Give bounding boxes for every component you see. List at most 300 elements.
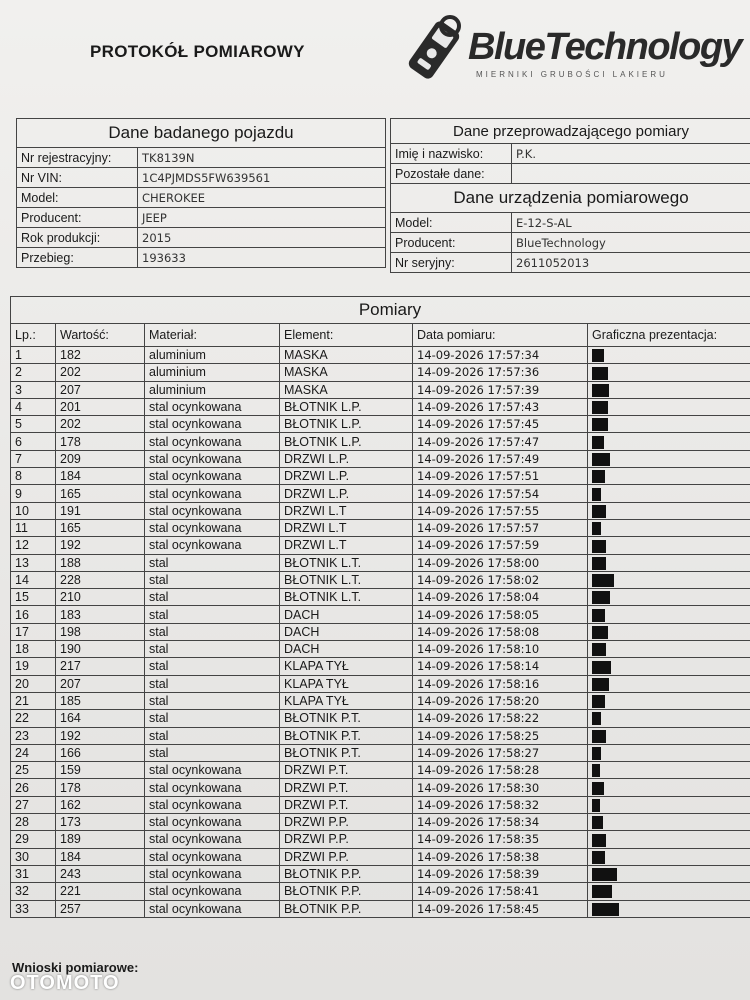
cell-material: stal ocynkowana <box>145 779 280 796</box>
cell-element: DRZWI P.T. <box>280 779 413 796</box>
cell-date: 14-09-2026 17:58:02 <box>413 571 588 588</box>
vehicle-row <box>17 248 386 268</box>
cell-value: 166 <box>56 744 145 761</box>
cell-material: stal ocynkowana <box>145 416 280 433</box>
cell-date: 14-09-2026 17:58:25 <box>413 727 588 744</box>
cell-date: 14-09-2026 17:58:20 <box>413 692 588 709</box>
watermark: OTOMOTO <box>10 972 120 994</box>
value-bar <box>592 834 606 847</box>
cell-material: stal <box>145 641 280 658</box>
operator-device-table <box>390 118 750 273</box>
cell-date: 14-09-2026 17:57:45 <box>413 416 588 433</box>
cell-material: stal <box>145 606 280 623</box>
device-value: E-12-S-AL <box>512 213 750 233</box>
cell-date: 14-09-2026 17:58:16 <box>413 675 588 692</box>
table-row <box>11 364 750 381</box>
value-bar <box>592 903 619 916</box>
cell-element: BŁOTNIK P.T. <box>280 727 413 744</box>
cell-material: stal <box>145 554 280 571</box>
vehicle-label: Przebieg: <box>17 248 138 268</box>
cell-value: 165 <box>56 485 145 502</box>
cell-element: DRZWI P.T. <box>280 796 413 813</box>
cell-element: DACH <box>280 641 413 658</box>
table-row <box>11 762 750 779</box>
cell-material: stal ocynkowana <box>145 848 280 865</box>
vehicle-data-table <box>16 118 386 268</box>
cell-material: stal ocynkowana <box>145 485 280 502</box>
device-value: 2611052013 <box>512 253 750 273</box>
measurements-heading: Pomiary <box>11 297 750 324</box>
cell-material: stal ocynkowana <box>145 398 280 415</box>
cell-graphic <box>588 623 750 640</box>
cell-material: stal <box>145 589 280 606</box>
value-bar <box>592 695 605 708</box>
cell-lp: 18 <box>11 641 56 658</box>
cell-value: 191 <box>56 502 145 519</box>
cell-lp: 19 <box>11 658 56 675</box>
cell-lp: 17 <box>11 623 56 640</box>
cell-material: aluminium <box>145 364 280 381</box>
table-row <box>11 398 750 415</box>
table-row <box>11 554 750 571</box>
cell-element: MASKA <box>280 381 413 398</box>
table-row <box>11 589 750 606</box>
cell-element: DACH <box>280 606 413 623</box>
cell-date: 14-09-2026 17:57:39 <box>413 381 588 398</box>
vehicle-row <box>17 228 386 248</box>
cell-lp: 21 <box>11 692 56 709</box>
cell-material: stal ocynkowana <box>145 519 280 536</box>
cell-element: MASKA <box>280 347 413 364</box>
cell-lp: 15 <box>11 589 56 606</box>
table-row <box>11 623 750 640</box>
cell-material: stal <box>145 623 280 640</box>
cell-graphic <box>588 571 750 588</box>
brand-name: BlueTechnology <box>468 26 742 68</box>
value-bar <box>592 712 601 725</box>
vehicle-value: TK8139N <box>138 148 386 168</box>
value-bar <box>592 522 601 535</box>
table-row <box>11 848 750 865</box>
cell-graphic <box>588 831 750 848</box>
table-row <box>11 727 750 744</box>
cell-lp: 2 <box>11 364 56 381</box>
cell-material: stal <box>145 675 280 692</box>
cell-graphic <box>588 450 750 467</box>
column-header: Data pomiaru: <box>413 324 588 347</box>
cell-graphic <box>588 865 750 882</box>
cell-element: DRZWI L.T <box>280 519 413 536</box>
cell-material: stal ocynkowana <box>145 450 280 467</box>
value-bar <box>592 626 608 639</box>
table-row <box>11 831 750 848</box>
measurements-table <box>10 296 750 918</box>
operator-label: Pozostałe dane: <box>391 164 512 184</box>
cell-value: 190 <box>56 641 145 658</box>
cell-element: BŁOTNIK L.T. <box>280 571 413 588</box>
column-header: Lp.: <box>11 324 56 347</box>
cell-lp: 10 <box>11 502 56 519</box>
cell-value: 243 <box>56 865 145 882</box>
cell-date: 14-09-2026 17:58:14 <box>413 658 588 675</box>
cell-graphic <box>588 398 750 415</box>
table-row <box>11 744 750 761</box>
cell-date: 14-09-2026 17:58:27 <box>413 744 588 761</box>
device-row <box>391 213 750 233</box>
value-bar <box>592 574 614 587</box>
cell-element: BŁOTNIK P.P. <box>280 883 413 900</box>
table-row <box>11 796 750 813</box>
cell-value: 207 <box>56 381 145 398</box>
cell-material: stal ocynkowana <box>145 814 280 831</box>
cell-value: 165 <box>56 519 145 536</box>
cell-element: BŁOTNIK P.P. <box>280 865 413 882</box>
value-bar <box>592 418 608 431</box>
cell-element: DACH <box>280 623 413 640</box>
operator-row <box>391 144 750 164</box>
cell-date: 14-09-2026 17:58:04 <box>413 589 588 606</box>
cell-date: 14-09-2026 17:57:54 <box>413 485 588 502</box>
cell-lp: 5 <box>11 416 56 433</box>
table-row <box>11 519 750 536</box>
cell-value: 184 <box>56 468 145 485</box>
cell-date: 14-09-2026 17:58:41 <box>413 883 588 900</box>
cell-value: 210 <box>56 589 145 606</box>
cell-lp: 11 <box>11 519 56 536</box>
conclusions-label: Wnioski pomiarowe: <box>12 960 139 975</box>
cell-element: DRZWI L.P. <box>280 468 413 485</box>
cell-value: 173 <box>56 814 145 831</box>
value-bar <box>592 488 601 501</box>
vehicle-value: CHEROKEE <box>138 188 386 208</box>
cell-material: aluminium <box>145 381 280 398</box>
table-row <box>11 865 750 882</box>
cell-lp: 14 <box>11 571 56 588</box>
table-row <box>11 779 750 796</box>
value-bar <box>592 643 606 656</box>
cell-graphic <box>588 433 750 450</box>
cell-value: 182 <box>56 347 145 364</box>
cell-date: 14-09-2026 17:58:05 <box>413 606 588 623</box>
cell-material: stal <box>145 692 280 709</box>
cell-graphic <box>588 814 750 831</box>
cell-lp: 29 <box>11 831 56 848</box>
cell-date: 14-09-2026 17:58:30 <box>413 779 588 796</box>
cell-lp: 22 <box>11 710 56 727</box>
column-header: Element: <box>280 324 413 347</box>
value-bar <box>592 661 611 674</box>
value-bar <box>592 851 605 864</box>
value-bar <box>592 885 612 898</box>
cell-graphic <box>588 416 750 433</box>
value-bar <box>592 799 600 812</box>
table-row <box>11 692 750 709</box>
cell-date: 14-09-2026 17:57:43 <box>413 398 588 415</box>
cell-value: 201 <box>56 398 145 415</box>
cell-lp: 3 <box>11 381 56 398</box>
page-title: PROTOKÓŁ POMIAROWY <box>90 42 305 61</box>
cell-value: 217 <box>56 658 145 675</box>
cell-value: 164 <box>56 710 145 727</box>
cell-date: 14-09-2026 17:58:32 <box>413 796 588 813</box>
cell-graphic <box>588 468 750 485</box>
cell-element: KLAPA TYŁ <box>280 658 413 675</box>
cell-element: BŁOTNIK L.P. <box>280 416 413 433</box>
cell-material: stal ocynkowana <box>145 762 280 779</box>
value-bar <box>592 436 604 449</box>
value-bar <box>592 764 600 777</box>
cell-element: BŁOTNIK L.T. <box>280 589 413 606</box>
cell-lp: 13 <box>11 554 56 571</box>
cell-material: stal ocynkowana <box>145 537 280 554</box>
vehicle-value: 1C4PJMDS5FW639561 <box>138 168 386 188</box>
cell-value: 257 <box>56 900 145 917</box>
value-bar <box>592 557 606 570</box>
device-label: Producent: <box>391 233 512 253</box>
cell-graphic <box>588 364 750 381</box>
cell-lp: 31 <box>11 865 56 882</box>
table-row <box>11 450 750 467</box>
cell-lp: 32 <box>11 883 56 900</box>
cell-value: 192 <box>56 727 145 744</box>
cell-graphic <box>588 675 750 692</box>
value-bar <box>592 609 605 622</box>
brand-subtitle: MIERNIKI GRUBOŚCI LAKIERU <box>476 70 668 79</box>
value-bar <box>592 540 606 553</box>
value-bar <box>592 816 603 829</box>
cell-element: KLAPA TYŁ <box>280 675 413 692</box>
cell-material: stal ocynkowana <box>145 865 280 882</box>
cell-date: 14-09-2026 17:57:57 <box>413 519 588 536</box>
cell-lp: 7 <box>11 450 56 467</box>
cell-graphic <box>588 848 750 865</box>
cell-graphic <box>588 347 750 364</box>
cell-element: BŁOTNIK P.T. <box>280 710 413 727</box>
cell-date: 14-09-2026 17:58:35 <box>413 831 588 848</box>
cell-date: 14-09-2026 17:57:49 <box>413 450 588 467</box>
vehicle-row <box>17 148 386 168</box>
cell-date: 14-09-2026 17:57:47 <box>413 433 588 450</box>
cell-value: 185 <box>56 692 145 709</box>
vehicle-label: Model: <box>17 188 138 208</box>
cell-material: stal ocynkowana <box>145 796 280 813</box>
cell-date: 14-09-2026 17:57:36 <box>413 364 588 381</box>
value-bar <box>592 747 601 760</box>
cell-material: stal ocynkowana <box>145 900 280 917</box>
cell-lp: 9 <box>11 485 56 502</box>
cell-material: stal ocynkowana <box>145 831 280 848</box>
table-row <box>11 537 750 554</box>
cell-date: 14-09-2026 17:58:34 <box>413 814 588 831</box>
cell-date: 14-09-2026 17:57:34 <box>413 347 588 364</box>
device-label: Nr seryjny: <box>391 253 512 273</box>
cell-value: 221 <box>56 883 145 900</box>
cell-lp: 1 <box>11 347 56 364</box>
cell-lp: 16 <box>11 606 56 623</box>
value-bar <box>592 782 604 795</box>
cell-graphic <box>588 606 750 623</box>
cell-lp: 6 <box>11 433 56 450</box>
cell-material: stal ocynkowana <box>145 433 280 450</box>
cell-value: 178 <box>56 433 145 450</box>
cell-material: stal <box>145 710 280 727</box>
cell-graphic <box>588 796 750 813</box>
cell-date: 14-09-2026 17:58:39 <box>413 865 588 882</box>
column-header: Materiał: <box>145 324 280 347</box>
cell-material: stal <box>145 658 280 675</box>
operator-heading: Dane przeprowadzającego pomiary <box>391 119 750 144</box>
cell-date: 14-09-2026 17:58:22 <box>413 710 588 727</box>
table-row <box>11 416 750 433</box>
cell-value: 178 <box>56 779 145 796</box>
cell-lp: 20 <box>11 675 56 692</box>
cell-value: 159 <box>56 762 145 779</box>
vehicle-value: 193633 <box>138 248 386 268</box>
table-row <box>11 606 750 623</box>
value-bar <box>592 470 605 483</box>
cell-lp: 8 <box>11 468 56 485</box>
vehicle-label: Nr VIN: <box>17 168 138 188</box>
cell-element: DRZWI P.T. <box>280 762 413 779</box>
cell-graphic <box>588 744 750 761</box>
vehicle-row <box>17 168 386 188</box>
cell-graphic <box>588 883 750 900</box>
cell-element: BŁOTNIK P.P. <box>280 900 413 917</box>
cell-element: DRZWI L.P. <box>280 450 413 467</box>
cell-graphic <box>588 537 750 554</box>
operator-value: P.K. <box>512 144 750 164</box>
cell-value: 189 <box>56 831 145 848</box>
table-row <box>11 814 750 831</box>
cell-graphic <box>588 710 750 727</box>
table-row <box>11 502 750 519</box>
value-bar <box>592 367 608 380</box>
cell-material: stal ocynkowana <box>145 468 280 485</box>
cell-value: 202 <box>56 416 145 433</box>
cell-value: 162 <box>56 796 145 813</box>
table-row <box>11 468 750 485</box>
brand-logo <box>398 14 742 94</box>
cell-value: 228 <box>56 571 145 588</box>
cell-material: aluminium <box>145 347 280 364</box>
cell-material: stal ocynkowana <box>145 883 280 900</box>
device-row <box>391 253 750 273</box>
cell-element: KLAPA TYŁ <box>280 692 413 709</box>
value-bar <box>592 384 609 397</box>
cell-value: 188 <box>56 554 145 571</box>
cell-graphic <box>588 658 750 675</box>
gauge-device-icon <box>398 14 470 86</box>
cell-lp: 24 <box>11 744 56 761</box>
cell-value: 192 <box>56 537 145 554</box>
value-bar <box>592 868 617 881</box>
vehicle-label: Producent: <box>17 208 138 228</box>
vehicle-value: JEEP <box>138 208 386 228</box>
cell-element: BŁOTNIK L.P. <box>280 398 413 415</box>
value-bar <box>592 678 609 691</box>
column-header-row <box>11 324 750 347</box>
cell-graphic <box>588 502 750 519</box>
cell-element: MASKA <box>280 364 413 381</box>
cell-graphic <box>588 900 750 917</box>
cell-date: 14-09-2026 17:58:08 <box>413 623 588 640</box>
cell-element: BŁOTNIK L.P. <box>280 433 413 450</box>
operator-row <box>391 164 750 184</box>
vehicle-label: Rok produkcji: <box>17 228 138 248</box>
cell-material: stal <box>145 744 280 761</box>
cell-graphic <box>588 692 750 709</box>
cell-graphic <box>588 762 750 779</box>
cell-lp: 33 <box>11 900 56 917</box>
cell-graphic <box>588 727 750 744</box>
operator-value <box>512 164 750 184</box>
cell-date: 14-09-2026 17:57:55 <box>413 502 588 519</box>
cell-material: stal <box>145 727 280 744</box>
table-row <box>11 900 750 917</box>
value-bar <box>592 730 606 743</box>
cell-lp: 30 <box>11 848 56 865</box>
column-header: Wartość: <box>56 324 145 347</box>
value-bar <box>592 349 604 362</box>
operator-label: Imię i nazwisko: <box>391 144 512 164</box>
table-row <box>11 347 750 364</box>
vehicle-row <box>17 188 386 208</box>
table-row <box>11 381 750 398</box>
cell-date: 14-09-2026 17:57:59 <box>413 537 588 554</box>
cell-graphic <box>588 779 750 796</box>
cell-lp: 23 <box>11 727 56 744</box>
vehicle-label: Nr rejestracyjny: <box>17 148 138 168</box>
cell-material: stal <box>145 571 280 588</box>
cell-lp: 12 <box>11 537 56 554</box>
cell-element: DRZWI P.P. <box>280 848 413 865</box>
cell-element: DRZWI L.T <box>280 537 413 554</box>
cell-value: 198 <box>56 623 145 640</box>
cell-element: BŁOTNIK P.T. <box>280 744 413 761</box>
cell-element: BŁOTNIK L.T. <box>280 554 413 571</box>
cell-date: 14-09-2026 17:58:00 <box>413 554 588 571</box>
device-label: Model: <box>391 213 512 233</box>
cell-date: 14-09-2026 17:58:10 <box>413 641 588 658</box>
value-bar <box>592 591 610 604</box>
cell-date: 14-09-2026 17:58:45 <box>413 900 588 917</box>
cell-value: 184 <box>56 848 145 865</box>
value-bar <box>592 505 606 518</box>
cell-graphic <box>588 485 750 502</box>
device-value: BlueTechnology <box>512 233 750 253</box>
cell-date: 14-09-2026 17:58:38 <box>413 848 588 865</box>
cell-value: 202 <box>56 364 145 381</box>
table-row <box>11 675 750 692</box>
cell-graphic <box>588 381 750 398</box>
cell-material: stal ocynkowana <box>145 502 280 519</box>
device-heading: Dane urządzenia pomiarowego <box>391 184 750 213</box>
cell-value: 207 <box>56 675 145 692</box>
table-row <box>11 658 750 675</box>
cell-value: 209 <box>56 450 145 467</box>
cell-graphic <box>588 589 750 606</box>
table-row <box>11 433 750 450</box>
cell-element: DRZWI P.P. <box>280 814 413 831</box>
table-row <box>11 883 750 900</box>
cell-lp: 28 <box>11 814 56 831</box>
cell-element: DRZWI L.T <box>280 502 413 519</box>
table-row <box>11 641 750 658</box>
table-row <box>11 710 750 727</box>
device-row <box>391 233 750 253</box>
cell-element: DRZWI L.P. <box>280 485 413 502</box>
cell-lp: 26 <box>11 779 56 796</box>
